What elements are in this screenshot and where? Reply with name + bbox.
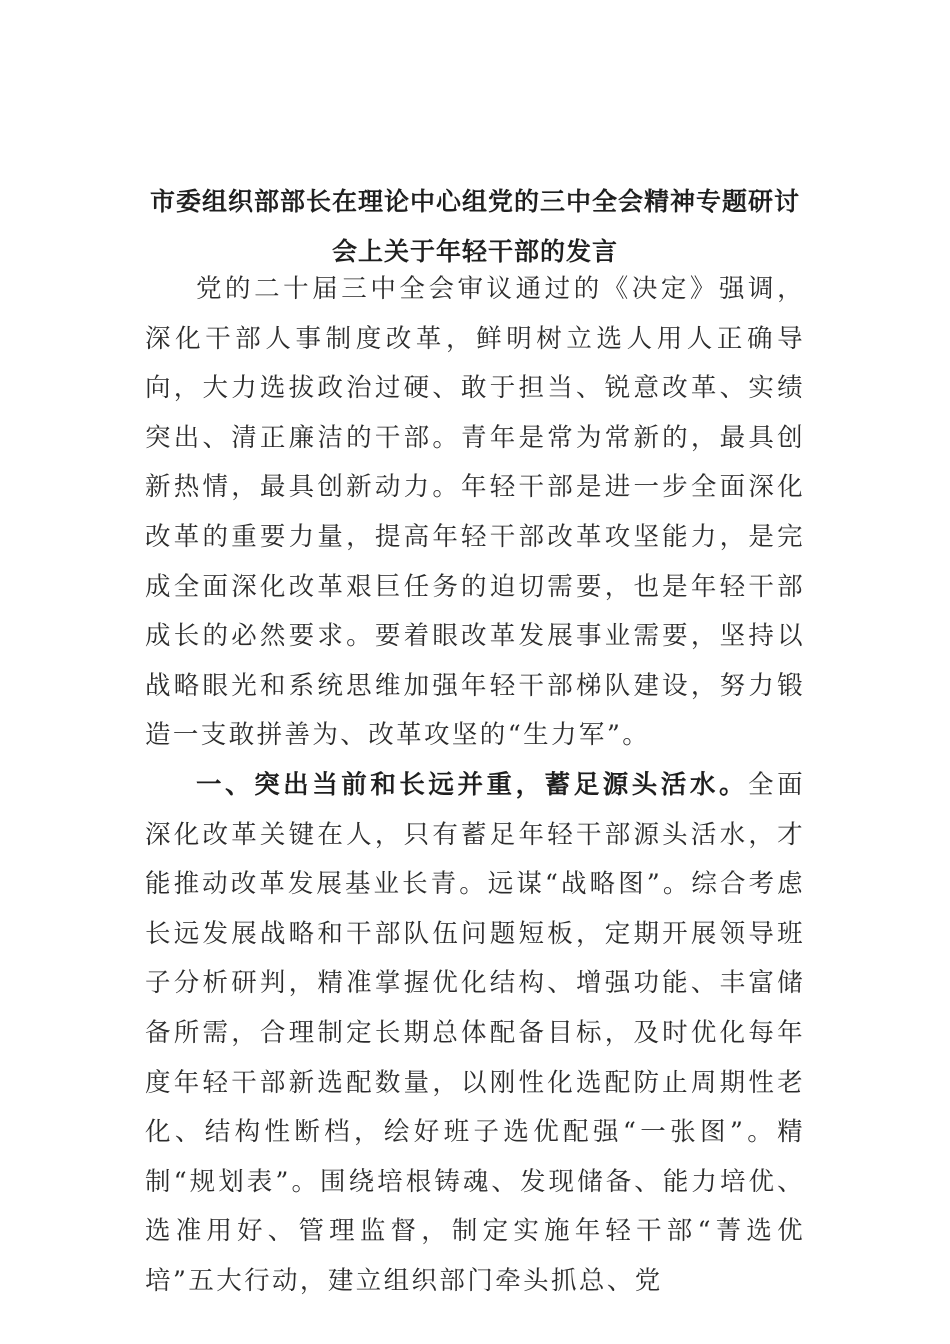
document-title xyxy=(140,177,810,277)
paragraph-intro-text: 党的二十届三中全会审议通过的《决定》强调，深化干部人事制度改革，鲜明树立选人用人正确导向，大力选拔政治过硬、敢于担当、锐意改革、实绩突出、清正廉洁的干部。青年是常为常新的，最具创新热情，最具创新动力。年轻干部是进一步全面深化改革的重要力量，提高年轻干部改革攻坚能力，是完成全面深化改革艰巨任务的迫切需要，也是年轻干部成长的必然要求。要着眼改革发展事业需要，坚持以战略眼光和系统思维加强年轻干部梯队建设，努力锻造一支敢拼善为、改革攻坚的“生力军”。 xyxy=(145,274,805,751)
title-line-1: 市委组织部部长在理论中心组党的三中全会精神专题研讨 xyxy=(149,186,800,216)
document-body xyxy=(145,265,805,1306)
paragraph-section-1 xyxy=(145,761,805,1307)
section-1-text: 全面深化改革关键在人，只有蓄足年轻干部源头活水，才能推动改革发展基业长青。远谋“战略图”。综合考虑长远发展战略和干部队伍问题短板，定期开展领导班子分析研判，精准掌握优化结构、增强功能、丰富储备所需，合理制定长期总体配备目标，及时优化每年度年轻干部新选配数量，以刚性化选配防止周期性老化、结构性断档，绘好班子选优配强“一张图”。精制“规划表”。围绕培根铸魂、发现储备、能力培优、选准用好、管理监督，制定实施年轻干部“菁选优培”五大行动，建立组织部门牵头抓总、党 xyxy=(145,769,805,1296)
title-line-2: 会上关于年轻干部的发言 xyxy=(331,236,618,266)
paragraph-intro xyxy=(145,265,805,761)
section-1-heading: 一、突出当前和长远并重，蓄足源头活水。 xyxy=(196,769,749,800)
